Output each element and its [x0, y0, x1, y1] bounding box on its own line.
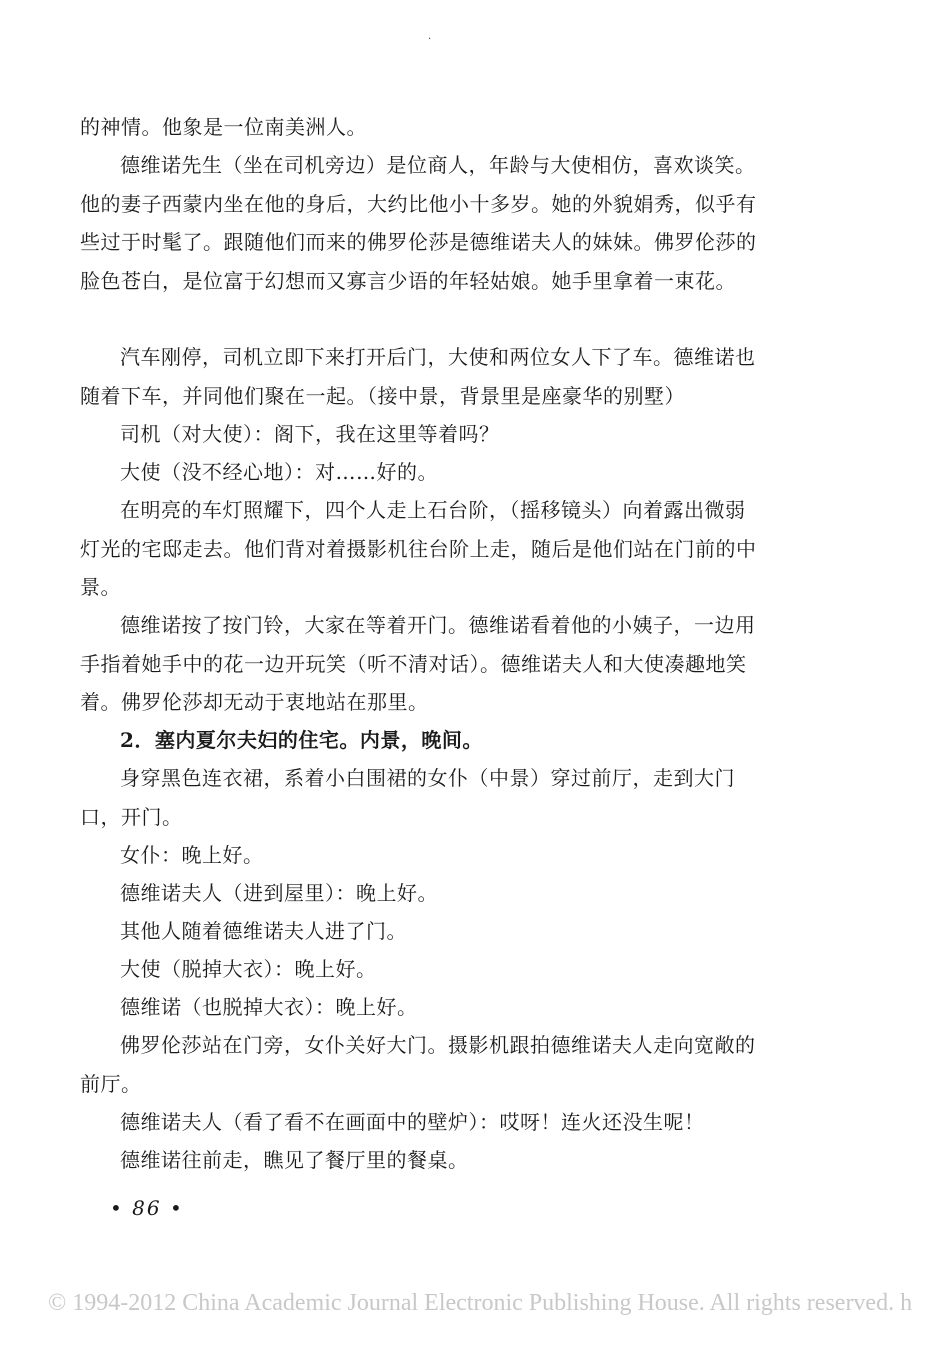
paragraph: 身穿黑色连衣裙，系着小白围裙的女仆（中景）穿过前厅，走到大门口，开门。 — [80, 766, 735, 829]
paragraph: 德维诺夫人（看了看不在画面中的壁炉）：哎呀！连火还没生呢！ — [120, 1110, 705, 1134]
paragraph: 其他人随着德维诺夫人进了门。 — [120, 919, 407, 943]
paragraph: 大使（脱掉大衣）：晚上好。 — [120, 957, 377, 981]
paragraph: 德维诺往前走，瞧见了餐厅里的餐桌。 — [120, 1148, 469, 1172]
paragraph: 司机（对大使）：阁下，我在这里等着吗？ — [120, 422, 500, 446]
paragraph: 女仆：晚上好。 — [120, 843, 264, 867]
paragraph: 的神情。他象是一位南美洲人。 — [80, 115, 367, 139]
paragraph: 德维诺（也脱掉大衣）：晚上好。 — [120, 995, 418, 1019]
paragraph: 大使（没不经心地）：对……好的。 — [120, 460, 438, 484]
page-number: • 86 • — [110, 1196, 184, 1220]
scene-heading: 2．塞内夏尔夫妇的住宅。内景，晚间。 — [120, 728, 483, 752]
paragraph: 德维诺按了按门铃，大家在等着开门。德维诺看着他的小姨子，一边用手指着她手中的花一边开玩笑（听不清对话）。德维诺夫人和大使凑趣地笑着。佛罗伦莎却无动于衷地站在那里。 — [80, 613, 756, 714]
paragraph: 佛罗伦莎站在门旁，女仆关好大门。摄影机跟拍德维诺夫人走向宽敞的前厅。 — [80, 1033, 756, 1096]
paragraph: 德维诺夫人（进到屋里）：晚上好。 — [120, 881, 438, 905]
paragraph: 德维诺先生（坐在司机旁边）是位商人，年龄与大使相仿，喜欢谈笑。他的妻子西蒙内坐在他的身后，大约比他小十多岁。她的外貌娟秀，似乎有些过于时髦了。跟随他们而来的佛罗伦莎是德维诺夫人的妹妹。佛罗伦莎的脸色苍白，是位富于幻想而又寡言少语的年轻姑娘。她手里拿着一束花。 — [80, 153, 757, 293]
scan-speck: · — [428, 34, 432, 45]
paragraph: 在明亮的车灯照耀下，四个人走上石台阶，（摇移镜头）向着露出微弱灯光的宅邸走去。他们背对着摄影机往台阶上走，随后是他们站在门前的中景。 — [80, 498, 757, 599]
copyright-watermark: © 1994-2012 China Academic Journal Electronic Publishing House. All rights reserved. h — [48, 1290, 913, 1316]
paragraph: 汽车刚停，司机立即下来打开后门，大使和两位女人下了车。德维诺也随着下车，并同他们聚在一起。（接中景，背景里是座豪华的别墅） — [80, 345, 756, 408]
